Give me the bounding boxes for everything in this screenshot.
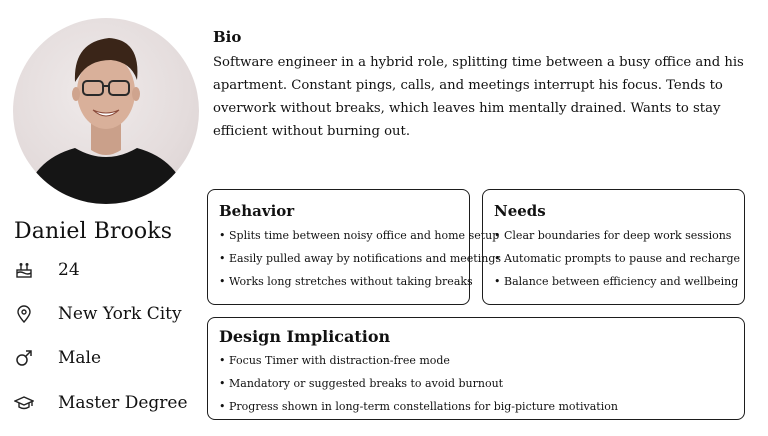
behavior-item: • Splits time between noisy office and home setup xyxy=(219,224,459,247)
behavior-card xyxy=(207,189,502,305)
graduation-cap-icon xyxy=(14,393,34,413)
bio-heading: Bio xyxy=(213,28,242,46)
age-row xyxy=(14,257,80,283)
behavior-item: • Works long stretches without taking breaks xyxy=(219,270,459,293)
design-item: • Focus Timer with distraction-free mode xyxy=(219,349,734,372)
needs-item: • Balance between efficiency and wellbeing xyxy=(494,270,734,293)
cake-icon xyxy=(14,260,34,280)
male-icon xyxy=(14,348,34,368)
gender-row xyxy=(14,345,102,371)
profile-photo xyxy=(13,18,199,204)
behavior-heading: Behavior xyxy=(219,202,295,220)
persona-name: Daniel Brooks xyxy=(14,219,173,244)
needs-card xyxy=(482,189,745,305)
age-value: 24 xyxy=(58,260,80,280)
design-item: • Progress shown in long-term constellations for big-picture motivation xyxy=(219,395,734,418)
location-row xyxy=(14,301,182,327)
education-value: Master Degree xyxy=(58,393,188,413)
design-item: • Mandatory or suggested breaks to avoid burnout xyxy=(219,372,734,395)
bio-text: Software engineer in a hybrid role, splitting time between a busy office and his apartment. Constant pings, calls, and meetings interrupt his focus. Tends to overwork without breaks, which leaves him mentally drained. Wants to stay efficient without burning out. xyxy=(213,55,744,139)
needs-heading: Needs xyxy=(494,202,546,220)
design-heading: Design Implication xyxy=(219,327,391,346)
needs-item: • Automatic prompts to pause and recharge xyxy=(494,247,734,270)
behavior-item: • Easily pulled away by notifications and meetings xyxy=(219,247,459,270)
city-value: New York City xyxy=(58,304,182,324)
education-row xyxy=(14,390,188,416)
needs-item: • Clear boundaries for deep work sessions xyxy=(494,224,734,247)
design-implication-card xyxy=(207,317,745,420)
location-pin-icon xyxy=(14,304,34,324)
gender-value: Male xyxy=(58,348,102,368)
